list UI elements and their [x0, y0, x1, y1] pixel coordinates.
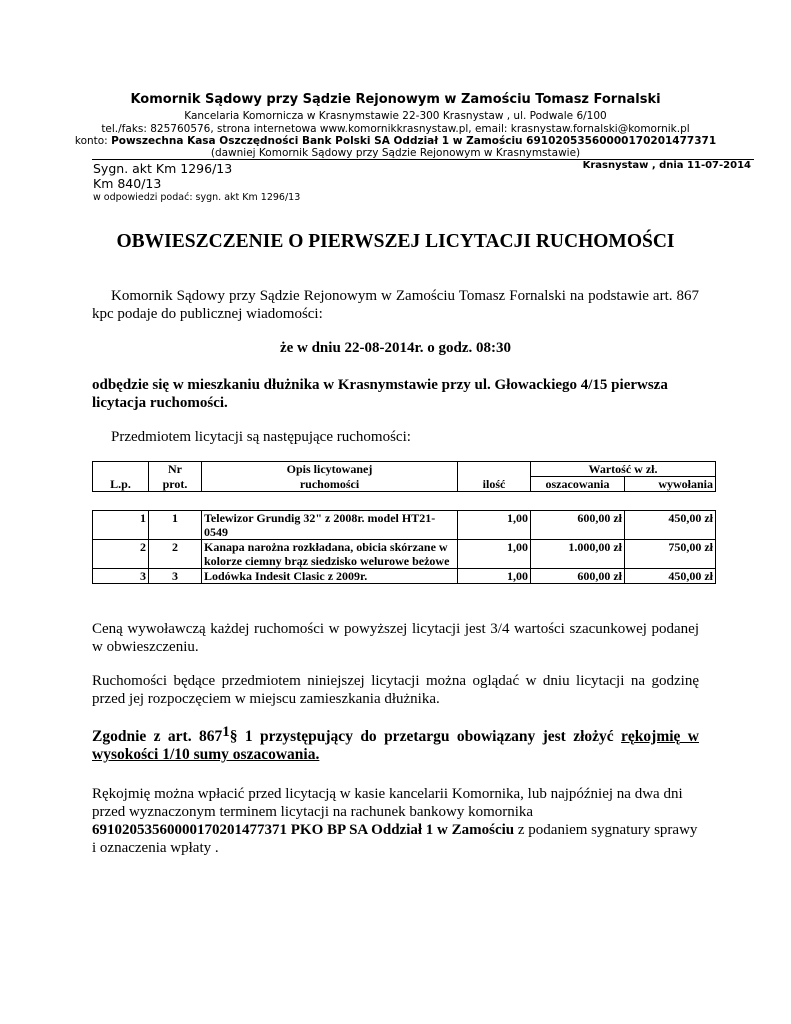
- case-km: Km 840/13: [93, 176, 162, 191]
- items-table: [92, 510, 716, 584]
- payment-text: Rękojmię można wpłacić przed licytacją w kasie kancelarii Komornika, lub najpóźniej na dwa dni przed wyznaczonym terminem licytacji na rachunek bankowy komornika: [92, 786, 683, 820]
- payment-note: [92, 785, 699, 857]
- table-row: [93, 511, 716, 540]
- account-number: Powszechna Kasa Oszczędności Bank Polski SA Oddział 1 w Zamościu 69102053560000170201477371: [111, 135, 717, 147]
- price-note: Ceną wywoławczą każdej ruchomości w powyższej licytacji jest 3/4 wartości szacunkowej podanej w obwieszczeniu.: [92, 621, 699, 655]
- header-lp: L.p.: [93, 477, 149, 492]
- letterhead-account: [0, 135, 791, 147]
- cell-nr: 1: [149, 511, 202, 540]
- cell-estimated: 600,00 zł: [531, 569, 625, 584]
- header-starting: wywołania: [625, 477, 716, 492]
- cell-starting: 450,00 zł: [625, 569, 716, 584]
- reply-reference: w odpowiedzi podać: sygn. akt Km 1296/13: [93, 192, 301, 203]
- place-date: Krasnystaw , dnia 11-07-2014: [582, 160, 751, 171]
- cell-desc: Lodówka Indesit Clasic z 2009r.: [202, 569, 458, 584]
- auction-date: że w dniu 22-08-2014r. o godz. 08:30: [279, 340, 512, 356]
- document-title: OBWIESZCZENIE O PIERWSZEJ LICYTACJI RUCHOMOŚCI: [116, 231, 675, 252]
- letterhead-contact: tel./faks: 825760576, strona internetowa www.komornikkrasnystaw.pl, email: krasnystaw.fornalski@komornik.pl: [101, 123, 690, 135]
- cell-qty: 1,00: [458, 569, 531, 584]
- cell-desc: Kanapa narożna rozkładana, obicia skórzane w kolorze ciemny brąz siedzisko welurowe beżowe: [202, 540, 458, 569]
- header-desc-top: Opis licytowanej: [202, 462, 458, 477]
- cell-lp: 1: [93, 511, 149, 540]
- account-prefix: konto:: [74, 135, 112, 147]
- header-qty-top: [458, 462, 531, 477]
- cell-estimated: 1.000,00 zł: [531, 540, 625, 569]
- cell-qty: 1,00: [458, 511, 531, 540]
- header-nr-bottom: prot.: [149, 477, 202, 492]
- letterhead-title: Komornik Sądowy przy Sądzie Rejonowym w Zamościu Tomasz Fornalski: [130, 92, 661, 107]
- cell-nr: 3: [149, 569, 202, 584]
- cell-lp: 2: [93, 540, 149, 569]
- table-row: [93, 569, 716, 584]
- payment-text-end: z podaniem sygnatury sprawy i oznaczenia wpłaty .: [92, 822, 698, 856]
- deposit-article-sup: 1: [222, 724, 230, 740]
- intro-text: Komornik Sądowy przy Sądzie Rejonowym w Zamościu Tomasz Fornalski na podstawie art. 867 kpc podaje do publicznej wiadomości:: [92, 288, 699, 322]
- header-value-group: Wartość w zł.: [531, 462, 716, 477]
- items-intro: [92, 428, 699, 446]
- table-row: [93, 540, 716, 569]
- deposit-requirement: [92, 724, 700, 764]
- cell-lp: 3: [93, 569, 149, 584]
- payment-account: 69102053560000170201477371 PKO BP SA Oddział 1 w Zamościu: [92, 822, 515, 838]
- auction-place: odbędzie się w mieszkaniu dłużnika w Krasnymstawie przy ul. Głowackiego 4/15 pierwsza licytacja ruchomości.: [92, 377, 668, 411]
- cell-starting: 750,00 zł: [625, 540, 716, 569]
- items-table-header: [92, 461, 716, 492]
- letterhead-office: Kancelaria Komornicza w Krasnymstawie 22-300 Krasnystaw , ul. Podwale 6/100: [184, 110, 607, 122]
- intro-paragraph: [92, 287, 699, 323]
- header-qty: ilość: [458, 477, 531, 492]
- header-estimated: oszacowania: [531, 477, 625, 492]
- header-lp-top: [93, 462, 149, 477]
- cell-starting: 450,00 zł: [625, 511, 716, 540]
- deposit-amount: rękojmię w wysokości 1/10 sumy oszacowania.: [92, 728, 700, 763]
- case-signature: Sygn. akt Km 1296/13: [93, 161, 233, 176]
- cell-estimated: 600,00 zł: [531, 511, 625, 540]
- letterhead-former: (dawniej Komornik Sądowy przy Sądzie Rejonowym w Krasnymstawie): [210, 147, 581, 159]
- header-desc-bottom: ruchomości: [202, 477, 458, 492]
- deposit-text: § 1 przystępujący do przetargu obowiązany jest złożyć: [229, 728, 622, 745]
- header-nr-top: Nr: [149, 462, 202, 477]
- cell-qty: 1,00: [458, 540, 531, 569]
- deposit-article: Zgodnie z art. 867: [92, 728, 223, 745]
- cell-nr: 2: [149, 540, 202, 569]
- items-intro-text: Przedmiotem licytacji są następujące ruchomości:: [111, 429, 411, 445]
- view-note: Ruchomości będące przedmiotem niniejszej licytacji można oglądać w dniu licytacji na godzinę przed jej rozpoczęciem w miejscu zamieszkania dłużnika.: [92, 673, 699, 707]
- cell-desc: Telewizor Grundig 32" z 2008r. model HT21-0549: [202, 511, 458, 540]
